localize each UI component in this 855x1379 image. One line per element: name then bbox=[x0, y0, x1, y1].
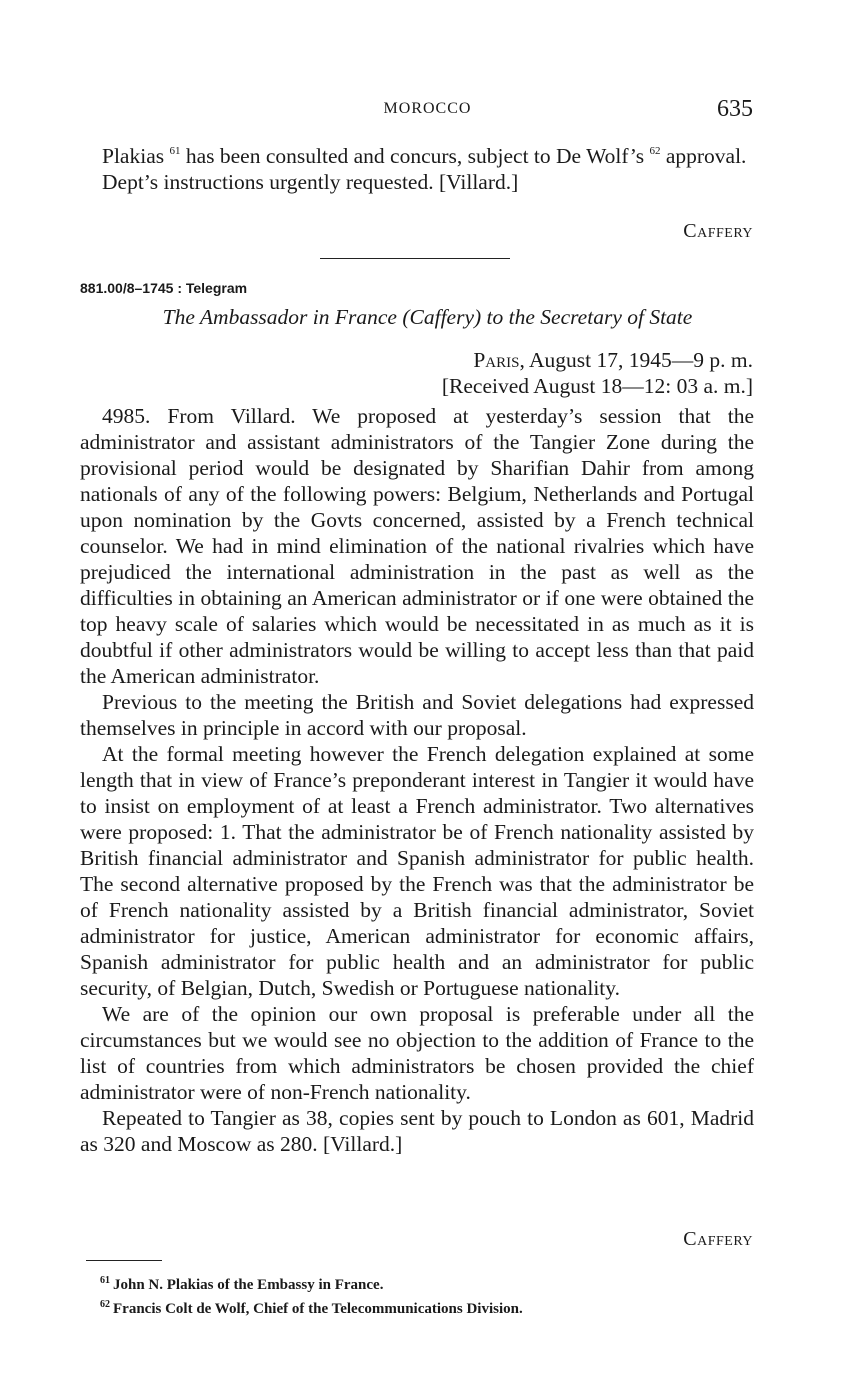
footnote-rule bbox=[86, 1260, 162, 1261]
dateline-place: Paris, bbox=[473, 348, 525, 372]
file-reference: 881.00/8–1745 : Telegram bbox=[80, 280, 248, 296]
paragraph-previous-meeting: Previous to the meeting the British and Soviet delegations had expressed themselves in principle in accord with our proposal. bbox=[80, 690, 754, 740]
document-title: The Ambassador in France (Caffery) to the Secretary of State bbox=[162, 305, 693, 329]
telegram-body bbox=[80, 403, 754, 1157]
signature-caffery: Caffery bbox=[683, 1228, 753, 1250]
paragraph-repeated: Repeated to Tangier as 38, copies sent by pouch to London as 601, Madrid as 320 and Moscow as 280. [Villard.] bbox=[80, 1106, 754, 1156]
running-head bbox=[0, 96, 855, 126]
footnote-62: $^{62}$ Francis Colt de Wolf, Chief of the Telecommunications Division. bbox=[100, 1299, 523, 1317]
paragraph-4985: 4985. From Villard. We proposed at yesterday’s session that the administrator and assistant administrators of the Tangier Zone during the provisional period would be designated by Sharifian Dahir from among nationals of any of the following powers: Belgium, Netherlands and Portugal upon nomination by the Govts concerned, assisted by a French technical counselor. We had in mind elimination of the national rivalries which have prejudiced the international administration in the past as well as the difficulties in obtaining an American administrator or if one were obtained the top heavy scale of salaries which would be necessitated in as much as it is doubtful if other administrators would be willing to accept less than that paid the American administrator. bbox=[80, 404, 754, 688]
paragraph-formal-meeting: At the formal meeting however the French delegation explained at some length that in view of France’s preponderant interest in Tangier it would have to insist on employment of at least a French administrator. Two alternatives were proposed: 1. That the administrator be of French nationality assisted by British financial administrator and Spanish administrator for public health. The second alternative proposed by the French was that the administrator be of French nationality assisted by a British financial administrator, Soviet administrator for justice, American administrator for economic affairs, Spanish administrator for public health and an administrator for public security, of Belgian, Dutch, Swedish or Portuguese nationality. bbox=[80, 742, 754, 1000]
footnote-ref-61: 61 bbox=[169, 145, 181, 157]
footnote-ref-62: 62 bbox=[649, 145, 661, 157]
dateline bbox=[473, 348, 753, 373]
paragraph-plakias: Plakias $^{61}$ has been consulted and concurs, subject to De Wolf’s $^{62}$ approval. bbox=[102, 144, 747, 168]
footnote-mark: 62 bbox=[100, 1299, 110, 1310]
paragraph-opinion: We are of the opinion our own proposal is preferable under all the circumstances but we would see no objection to the addition of France to the list of countries from which administrators be chosen provided the chief administrator were of non-French nationality. bbox=[80, 1002, 754, 1104]
running-title: MOROCCO bbox=[383, 100, 472, 117]
page-number: 635 bbox=[717, 96, 753, 122]
signature-caffery-previous: Caffery bbox=[683, 220, 753, 242]
received-line: [Received August 18—12: 03 a. m.] bbox=[441, 374, 753, 398]
footnote-mark: 61 bbox=[100, 1275, 110, 1286]
section-divider bbox=[320, 258, 510, 259]
footnotes bbox=[100, 1271, 760, 1319]
footnote-61: $^{61}$ John N. Plakias of the Embassy in France. bbox=[100, 1275, 384, 1293]
paragraph-instructions: Dept’s instructions urgently requested. [Villard.] bbox=[102, 170, 519, 194]
dateline-date: August 17, 1945—9 p. m. bbox=[524, 348, 753, 372]
previous-document-text bbox=[80, 143, 754, 195]
